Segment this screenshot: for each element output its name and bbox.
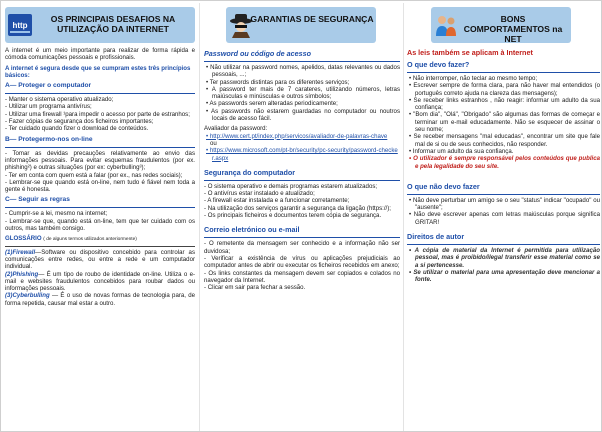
list-item: - Fazer cópias de segurança dos ficheiros importantes; [5, 118, 154, 126]
column-behaviour [407, 1, 600, 432]
glossary-list [5, 249, 195, 307]
list-item: • Informar um adulto da sua confiança. [409, 147, 514, 155]
section-rule [407, 244, 600, 245]
list-item: • Ter passwords distintas para os diferentes serviços; [206, 78, 350, 86]
list-item: • Escrever sempre de forma clara, para não haver mal entendidos (o português correto ajuda na clareza das mensagens); [409, 82, 600, 97]
list-item: - Utilizar um programa antivírus; [5, 103, 92, 111]
email-list [204, 240, 400, 291]
list-item: - Lembrar-se que, quando está on-line, tem que ter cuidado com os outros, mas também consigo. [5, 217, 195, 233]
column-divider [199, 3, 200, 431]
rights-section-title: Direitos de autor [407, 232, 465, 242]
section-c-list [5, 210, 195, 232]
computer-list [204, 183, 400, 219]
do-list [407, 75, 600, 170]
section-rule [407, 194, 600, 195]
glossary-term: (2)Phishing [5, 270, 39, 278]
section-rule [204, 237, 400, 238]
people-icon [434, 12, 458, 38]
password-evaluator-label: Avaliador da password: [204, 125, 268, 133]
list-item: - Os principais ficheiros e documentos terem cópia de segurança. [204, 212, 382, 220]
evaluator-link-microsoft[interactable]: • https://www.microsoft.com/pt-br/security/pc-security/password-checker.aspx [206, 147, 398, 162]
glossary-def: — É um tipo de roubo de identidade on-line. Utiliza o e-mail e websites fraudulentos concebidos para roubar dados ou informações pessoais. [5, 270, 195, 293]
glossary-entry [5, 271, 195, 293]
section-rule [407, 72, 600, 73]
list-item: • Se utilizar o material para uma apresentação deve mencionar a fonte. [409, 268, 600, 284]
list-item: • Não interromper, não teclar ao mesmo tempo; [409, 75, 538, 82]
glossary-rule [5, 246, 195, 247]
list-item: • A cópia de material da Internet é permitida para utilização pessoal, mas é proibido/ilegal transferir esse material como se a si pertencesse. [409, 247, 600, 269]
section-rule [204, 61, 400, 62]
glossary-note: ( de alguns termos utilizados anteriormente) [43, 237, 137, 243]
section-rule [5, 93, 195, 94]
section-rule [204, 180, 400, 181]
list-item: - Tomar as devidas precauções relativamente ao envio das informações pessoais. Para evitar esquemas fraudulentos (por ex. phishing²) e outras situações (por ex: cyberbulling³); [5, 149, 195, 172]
email-section-title: Correio eletrónico ou e-mail [204, 225, 300, 235]
list-item-highlight: • O utilizador é sempre responsável pelos conteúdos que publica e pela legalidade do seu site. [409, 155, 600, 170]
http-icon [8, 12, 32, 38]
dont-list [407, 197, 600, 226]
list-item: - O antivírus estar instalado e atualizado; [204, 190, 315, 198]
list-item: • As passwords serem alteradas periodicamente; [206, 100, 338, 108]
list-item: • As passwords não estarem guardadas no computador ou noutros locais de acesso fácil. [206, 107, 400, 123]
header-behaviour [431, 7, 571, 43]
password-section-title: Password ou código de acesso [204, 49, 312, 58]
list-item: • Se receber mensagens "mal educadas", encontrar um site que fale mal de si ou de seus conhecidos, não responder. [409, 133, 600, 148]
list-item: - Clicar em sair para fechar a sessão. [204, 284, 306, 292]
section-rule [5, 207, 195, 208]
do-section-title: O que devo fazer? [407, 60, 470, 69]
rights-list [407, 247, 600, 283]
page-title: BONS COMPORTAMENTOS na NET [463, 14, 563, 44]
glossary-term: (1)Firewall [5, 248, 36, 256]
list-item: • "Bom dia", "Olá", "Obrigado" são algumas das formas de começar e terminar um e-mail educadamente. Não se esquecer de assinar o seu nome; [409, 111, 600, 134]
glossary-term: (3)Cyberbulling [5, 292, 50, 300]
page-title: OS PRINCIPAIS DESAFIOS NA UTILIZAÇÃO DA INTERNET [50, 14, 176, 34]
computer-section-title: Segurança do computador [204, 167, 296, 177]
list-item: • A password ter mais de 7 carateres, utilizando números, letras maiúsculas e minúsculas e outros símbolos; [206, 85, 400, 101]
laws-statement: As leis também se aplicam à Internet [407, 48, 533, 57]
list-item: - A firewall estar instalada e a funcionar corretamente; [204, 197, 350, 205]
header-security [226, 7, 376, 43]
page-title: GARANTIAS DE SEGURANÇA [250, 14, 374, 24]
list-item: - O sistema operativo e demais programas estarem atualizados; [204, 182, 378, 190]
glossary-entry [5, 292, 195, 307]
list-item: - Verificar a existência de vírus ou aplicações prejudiciais ao computador antes de abrir ou executar os ficheiros recebidos em anexo; [204, 254, 400, 270]
section-b-list [5, 150, 195, 194]
glossary-heading [5, 235, 195, 243]
safe-lead: A internet é segura desde que se cumpram estes três princípios básicos: [5, 64, 191, 79]
list-item: - Manter o sistema operativo atualizado; [5, 96, 114, 104]
svg-text:http: http [12, 21, 28, 30]
column-security [204, 1, 400, 432]
glossary-def: — É o uso de novas formas de tecnologia para, de forma repetida, causar mal estar a outro. [5, 292, 195, 307]
password-list [204, 64, 400, 122]
list-item: - Lembrar-se que quando está on-line, nem tudo é fiável nem toda a gente é honesta. [5, 178, 195, 194]
list-item: - O remetente da mensagem ser conhecido e a informação não ser duvidosa; [204, 240, 400, 255]
column-divider [403, 3, 404, 431]
list-item: • Não deve perturbar um amigo se o seu "status" indicar "ocupado" ou "ausente"; [409, 196, 600, 212]
list-item: - Na utilização dos serviços garantir a segurança da ligação (https://); [204, 204, 391, 212]
list-item: - Os links constantes da mensagem devem ser copiados e colados no navegador da Internet. [204, 269, 400, 284]
section-b-title: B— Protegermo-nos on-line [5, 135, 93, 143]
list-item: • Não deve escrever apenas com letras maiúsculas porque significa GRITAR! [409, 211, 600, 226]
list-item: - Cumprir-se a lei, mesmo na internet; [5, 210, 108, 218]
list-item: - Utilizar uma firewall ¹para impedir o acesso por parte de estranhos; [5, 110, 190, 118]
evaluator-link-cert[interactable]: • http://www.cert.pt/index.php/servicos/avaliador-de-palavras-chave [206, 132, 388, 140]
list-item: • Não utilizar na password nomes, apelidos, datas relevantes ou dados pessoais, ...; [206, 64, 400, 79]
list-item: - Ter em conta com quem está a falar (por ex., nas redes sociais); [5, 171, 183, 179]
or-text: ou [210, 139, 217, 147]
section-a-list [5, 96, 195, 132]
glossary-def: —Software ou dispositivo concebido para controlar as comunicações entre redes, ou entre a rede e um computador individual. [5, 248, 195, 271]
list-item: • Se receber links estranhos , não reagir: informar um adulto da sua confiança; [409, 96, 600, 112]
glossary-entry [5, 249, 195, 271]
section-rule [5, 147, 195, 148]
column-challenges [5, 1, 195, 432]
glossary-title: GLOSSÁRIO [5, 235, 42, 243]
intro-text: A internet é um meio importante para realizar de forma rápida e cómoda comunicações pessoais e profissionais. [5, 47, 195, 62]
header-challenges [5, 7, 195, 43]
dont-section-title: O que não devo fazer [407, 181, 480, 191]
section-a-title: A— Proteger o computador [5, 82, 92, 90]
section-c-title: C— Seguir as regras [5, 196, 70, 204]
list-item: - Ter cuidado quando fizer o download de conteúdos. [5, 125, 149, 133]
